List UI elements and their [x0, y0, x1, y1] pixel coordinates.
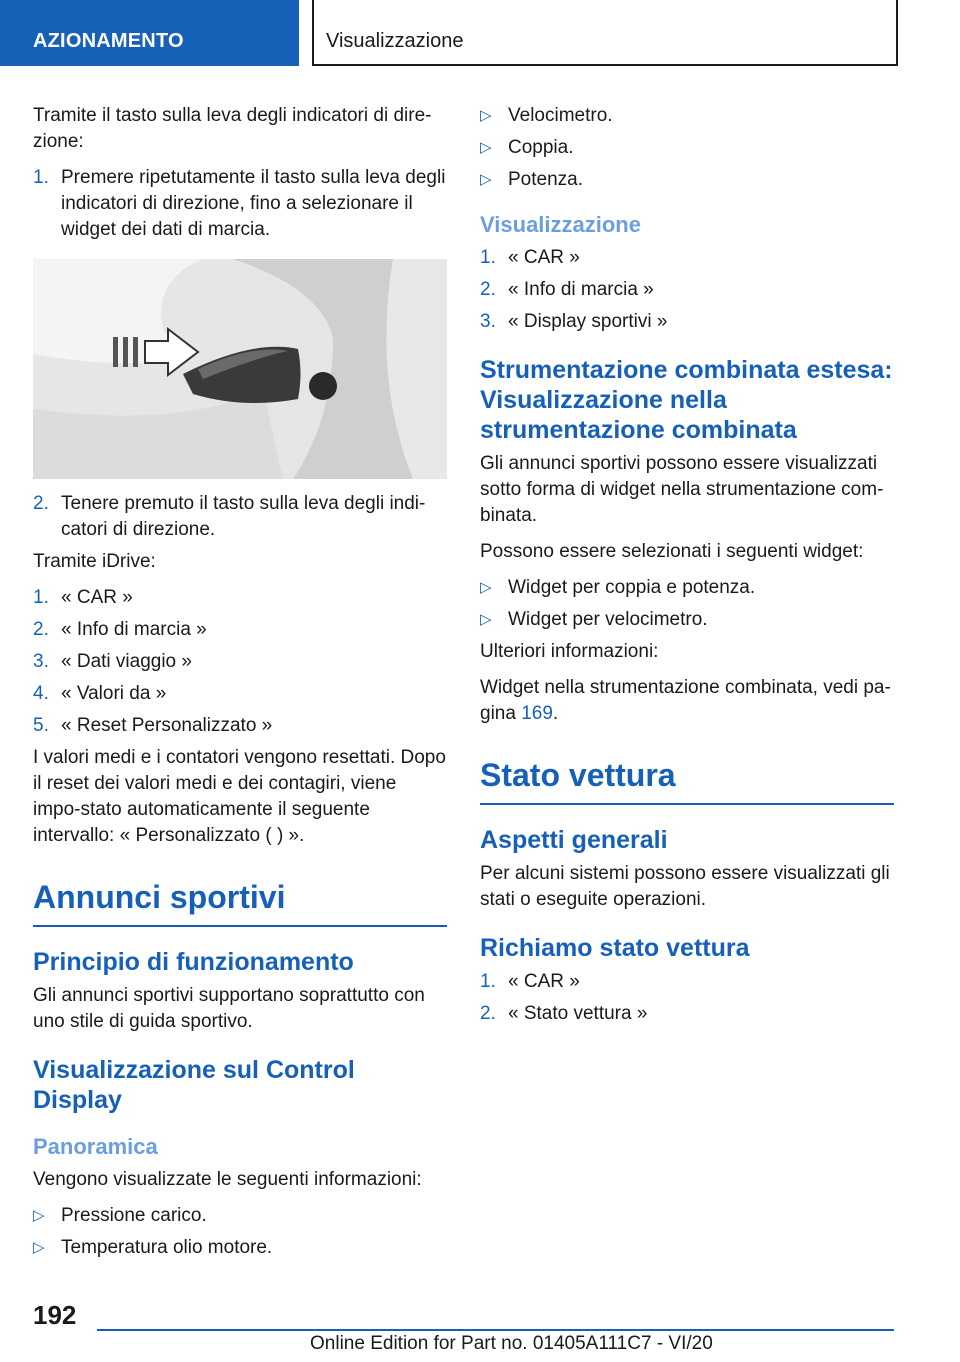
heading-vehicle-status: Stato vettura: [480, 755, 894, 805]
list-text: « Dati viaggio »: [61, 651, 192, 672]
header-section-tab: [0, 0, 299, 66]
list-item: [480, 135, 894, 161]
bullet-triangle-icon: ▷: [480, 579, 492, 596]
list-text: « Valori da »: [61, 683, 167, 704]
bullet-triangle-icon: ▷: [480, 611, 492, 628]
list-number: 2.: [480, 279, 496, 300]
further-info-label: Ulteriori informazioni:: [480, 641, 659, 662]
header-chapter-title: Visualizzazione: [326, 30, 464, 52]
list-text: Widget per velocimetro.: [508, 609, 708, 630]
left-column: [33, 103, 447, 1267]
widget-select-text: Possono essere selezionati i seguenti widget:: [480, 541, 864, 562]
page-reference-link[interactable]: 169: [521, 703, 553, 724]
reference-text: Widget nella strumentazione combinata, vedi pa-gina: [480, 677, 891, 724]
list-number: 1.: [33, 167, 49, 188]
list-item: [480, 277, 894, 303]
bullet-triangle-icon: ▷: [480, 171, 492, 188]
idrive-label: Tramite iDrive:: [33, 551, 156, 572]
list-item: [33, 585, 447, 611]
list-text: « Info di marcia »: [61, 619, 207, 640]
instrument-text: Gli annunci sportivi possono essere visualizzati sotto forma di widget nella strumentazione com-binata.: [480, 453, 884, 526]
list-number: 1.: [480, 971, 496, 992]
heading-overview: Panoramica: [33, 1134, 158, 1159]
list-number: 5.: [33, 715, 49, 736]
list-number: 2.: [480, 1003, 496, 1024]
list-text: « Reset Personalizzato »: [61, 715, 273, 736]
list-text: « Display sportivi »: [508, 311, 668, 332]
turn-signal-lever-illustration: [33, 259, 447, 479]
bullet-triangle-icon: ▷: [33, 1207, 45, 1224]
list-item: [480, 607, 894, 633]
list-number: 3.: [480, 311, 496, 332]
list-item: [33, 165, 447, 243]
list-item: [33, 681, 447, 707]
list-item: [480, 245, 894, 271]
list-item: [480, 309, 894, 335]
list-text: Tenere premuto il tasto sulla leva degli indi-catori di direzione.: [61, 493, 426, 540]
general-aspects-text: Per alcuni sistemi possono essere visualizzati gli stati o eseguite operazioni.: [480, 863, 890, 910]
list-item: [480, 103, 894, 129]
list-item: [33, 617, 447, 643]
list-number: 2.: [33, 619, 49, 640]
list-number: 2.: [33, 493, 49, 514]
list-text: Coppia.: [508, 137, 574, 158]
reset-text: I valori medi e i contatori vengono resettati. Dopo il reset dei valori medi e dei contagiri, viene impo-stato automaticamente il seguente intervallo: « Personalizzato ( ) ».: [33, 747, 446, 846]
heading-general-aspects: Aspetti generali: [480, 826, 668, 854]
heading-extended-instrument-cluster: Strumentazione combinata estesa: Visualizzazione nella strumentazione combinata: [480, 356, 893, 444]
list-text: Potenza.: [508, 169, 583, 190]
footer-edition: Online Edition for Part no. 01405A111C7 - VI/20: [310, 1333, 713, 1354]
list-text: Premere ripetutamente il tasto sulla leva degli indicatori di direzione, fino a selezionare il widget dei dati di marcia.: [61, 167, 446, 240]
page-number: 192: [33, 1300, 77, 1330]
list-text: « Info di marcia »: [508, 279, 654, 300]
header-section-title: AZIONAMENTO: [33, 30, 184, 52]
overview-text: Vengono visualizzate le seguenti informazioni:: [33, 1169, 422, 1190]
list-item: [480, 969, 894, 995]
list-text: « CAR »: [61, 587, 133, 608]
list-text: Pressione carico.: [61, 1205, 207, 1226]
list-text: « CAR »: [508, 247, 580, 268]
list-text: Velocimetro.: [508, 105, 613, 126]
header-chapter-box: [312, 0, 898, 66]
bullet-triangle-icon: ▷: [33, 1239, 45, 1256]
list-number: 1.: [33, 587, 49, 608]
list-item: [480, 167, 894, 193]
list-text: Temperatura olio motore.: [61, 1237, 273, 1258]
principle-text: Gli annunci sportivi supportano soprattutto con uno stile di guida sportivo.: [33, 985, 425, 1032]
list-item: [33, 491, 447, 543]
list-item: [33, 1235, 447, 1261]
heading-control-display: Visualizzazione sul Control Display: [33, 1056, 355, 1114]
list-item: [33, 1203, 447, 1229]
heading-visualization: Visualizzazione: [480, 212, 641, 237]
list-text: Widget per coppia e potenza.: [508, 577, 756, 598]
list-number: 3.: [33, 651, 49, 672]
list-number: 4.: [33, 683, 49, 704]
list-item: [33, 713, 447, 739]
bullet-triangle-icon: ▷: [480, 107, 492, 124]
intro-text: Tramite il tasto sulla leva degli indicatori di dire-zione:: [33, 105, 432, 152]
right-column: [480, 103, 894, 1033]
list-item: [480, 1001, 894, 1027]
widget-reference-text: [480, 675, 894, 727]
heading-recall-vehicle-status: Richiamo stato vettura: [480, 934, 750, 962]
footer-divider: [97, 1329, 894, 1331]
reference-end: .: [552, 703, 559, 724]
heading-principle: Principio di funzionamento: [33, 948, 354, 976]
list-text: « Stato vettura »: [508, 1003, 648, 1024]
list-item: [480, 575, 894, 601]
list-number: 1.: [480, 247, 496, 268]
list-text: « CAR »: [508, 971, 580, 992]
list-item: [33, 649, 447, 675]
bullet-triangle-icon: ▷: [480, 139, 492, 156]
heading-sport-announcements: Annunci sportivi: [33, 877, 447, 927]
